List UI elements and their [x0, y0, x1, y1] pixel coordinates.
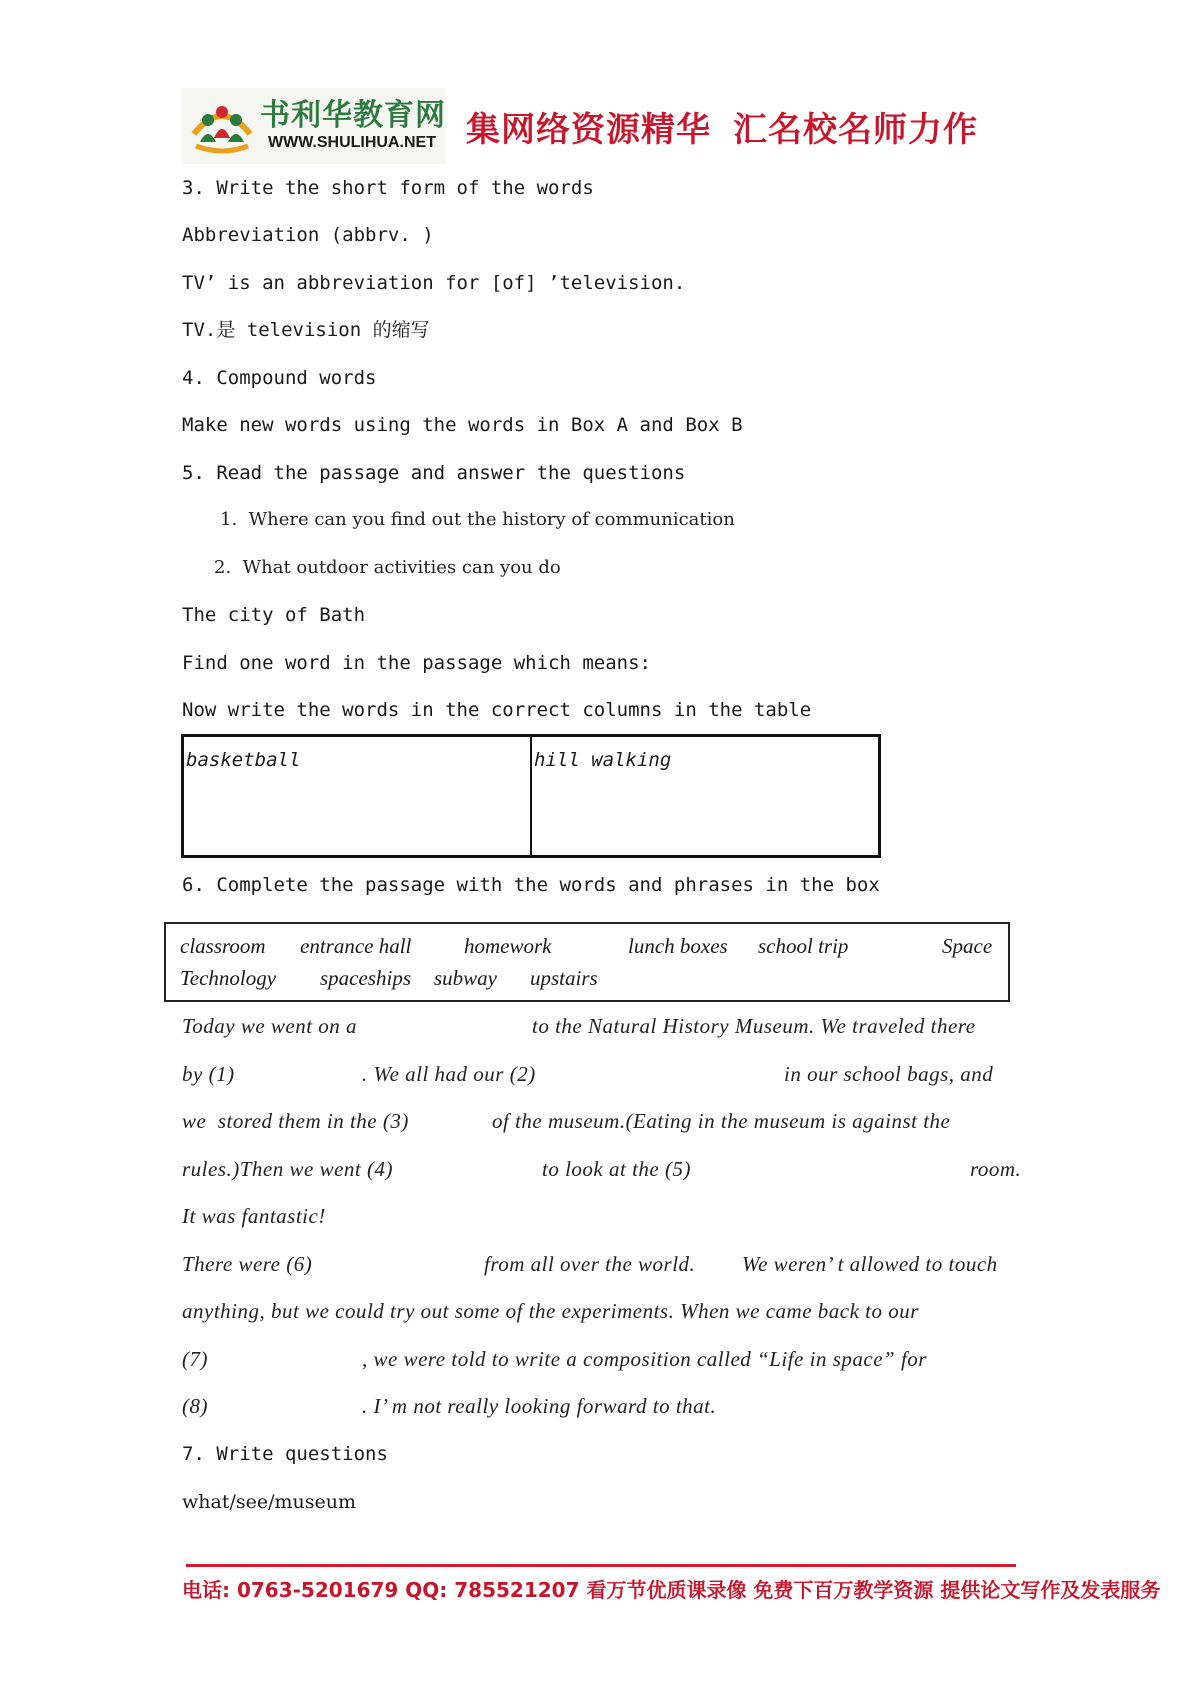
passage-text: room.: [970, 1157, 1022, 1181]
word-box: [164, 922, 1010, 1002]
passage-text: in our school bags, and: [784, 1062, 994, 1086]
section-6-heading: 6. Complete the passage with the words and phrases in the box: [182, 874, 880, 896]
slogan-part-2: 汇名校名师力作: [733, 109, 978, 150]
passage-text: (8): [182, 1394, 208, 1418]
passage-text: It was fantastic!: [182, 1204, 326, 1228]
word-box-item: school trip: [758, 934, 849, 958]
write-columns-line: Now write the words in the correct columns in the table: [182, 699, 812, 721]
section-3-heading: 3. Write the short form of the words: [182, 177, 594, 199]
people-logo-icon: [190, 94, 254, 158]
activities-table: [181, 734, 881, 858]
passage-text: to look at the (5): [542, 1157, 691, 1181]
passage-text: (7): [182, 1347, 208, 1371]
city-of-bath-line: The city of Bath: [182, 604, 366, 626]
table-cell-basketball: basketball: [184, 737, 532, 855]
word-box-item: classroom: [180, 934, 266, 958]
table-cell-hill-walking: hill walking: [534, 749, 672, 771]
make-words-line: Make new words using the words in Box A and Box B: [182, 414, 743, 436]
passage-text: . I’ m not really looking forward to that.: [362, 1394, 717, 1418]
word-box-item: lunch boxes: [628, 934, 728, 958]
section-5-heading: 5. Read the passage and answer the questions: [182, 462, 686, 484]
site-logo: [182, 88, 446, 164]
passage-text: We weren’ t allowed to touch: [742, 1252, 998, 1276]
abbreviation-line: Abbreviation (abbrv. ): [182, 224, 434, 246]
what-see-museum-line: what/see/museum: [182, 1491, 357, 1513]
question-2: 2. What outdoor activities can you do: [214, 557, 561, 578]
footer-contact: 电话: 0763-5201679 QQ: 785521207 看万节优质课录像 免费下百万教学资源 提供论文写作及发表服务: [182, 1578, 1161, 1602]
logo-url: WWW.SHULIHUA.NET: [268, 134, 436, 151]
section-4-heading: 4. Compound words: [182, 367, 377, 389]
word-box-item: homework: [464, 934, 552, 958]
passage-text: . We all had our (2): [362, 1062, 536, 1086]
word-box-item: subway: [434, 966, 497, 990]
passage-text: , we were told to write a composition called “Life in space” for: [362, 1347, 927, 1371]
word-box-item: upstairs: [530, 966, 598, 990]
passage-text: to the Natural History Museum. We traveled there: [532, 1014, 976, 1038]
passage-text: rules.)Then we went (4): [182, 1157, 393, 1181]
word-box-item: Technology: [180, 966, 277, 990]
question-1: 1. Where can you find out the history of communication: [220, 509, 735, 530]
passage-text: from all over the world.: [484, 1252, 696, 1276]
word-box-item: Space: [942, 934, 993, 958]
passage-text: Today we went on a: [182, 1014, 358, 1038]
find-word-line: Find one word in the passage which means:: [182, 652, 651, 674]
section-7-heading: 7. Write questions: [182, 1443, 388, 1465]
passage-text: anything, but we could try out some of the experiments. When we came back to our: [182, 1299, 919, 1323]
word-box-item: spaceships: [320, 966, 411, 990]
word-box-item: entrance hall: [300, 934, 412, 958]
tv-english-line: TV’ is an abbreviation for [of] ’television.: [182, 272, 686, 294]
logo-chinese-name: 书利华教育网: [260, 98, 446, 133]
tv-chinese-line: TV.是 television 的缩写: [182, 319, 430, 341]
header-banner: [182, 88, 1000, 164]
header-slogan: [466, 102, 1000, 151]
passage-text: of the museum.(Eating in the museum is against the: [492, 1109, 951, 1133]
passage-text: by (1): [182, 1062, 235, 1086]
footer-divider: [186, 1564, 1016, 1567]
slogan-part-1: 集网络资源精华: [466, 109, 711, 150]
passage-text: There were (6): [182, 1252, 313, 1276]
passage-text: we stored them in the (3): [182, 1109, 409, 1133]
